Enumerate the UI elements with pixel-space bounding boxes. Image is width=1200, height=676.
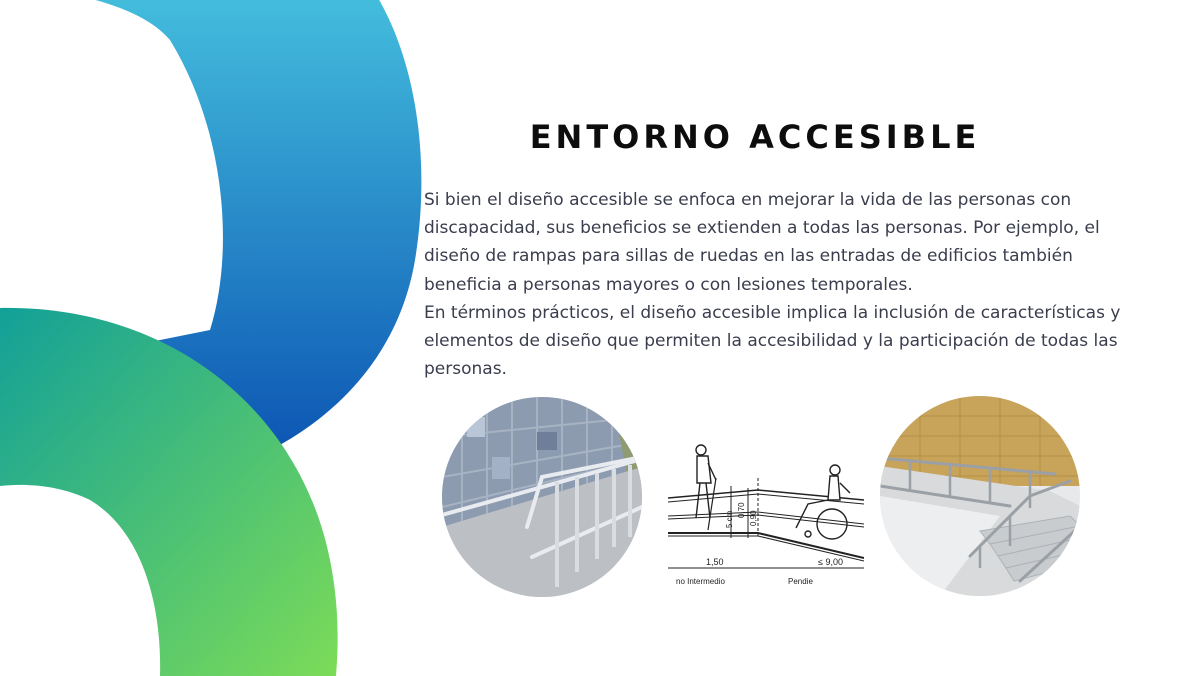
dim-150: 1,50	[706, 557, 724, 567]
ramp-diagram	[668, 438, 864, 588]
dim-5cm: 5 cm	[725, 510, 734, 528]
ramp-stairs-photo	[880, 396, 1080, 596]
dim-900: ≤ 9,00	[818, 557, 843, 567]
body-text	[424, 186, 1144, 383]
dim-070: 0,70	[737, 502, 746, 518]
landing-label: no Intermedio	[676, 577, 725, 586]
slope-label: Pendie	[788, 577, 813, 586]
paragraph-2: En términos prácticos, el diseño accesible implica la inclusión de características y elementos de diseño que permiten la accesibilidad y la participación de todas las personas.	[424, 302, 1121, 380]
slide-title: ENTORNO ACCESIBLE	[529, 118, 981, 156]
ramp-handrail-photo	[442, 397, 642, 597]
paragraph-1: Si bien el diseño accesible se enfoca en mejorar la vida de las personas con discapacidad, sus beneficios se extienden a todas las personas. Por ejemplo, el diseño de rampas para sillas de ruedas en las entradas de edificios también beneficia a personas mayores o con lesiones temporales.	[424, 190, 1100, 295]
dim-090: 0,90	[749, 510, 758, 526]
